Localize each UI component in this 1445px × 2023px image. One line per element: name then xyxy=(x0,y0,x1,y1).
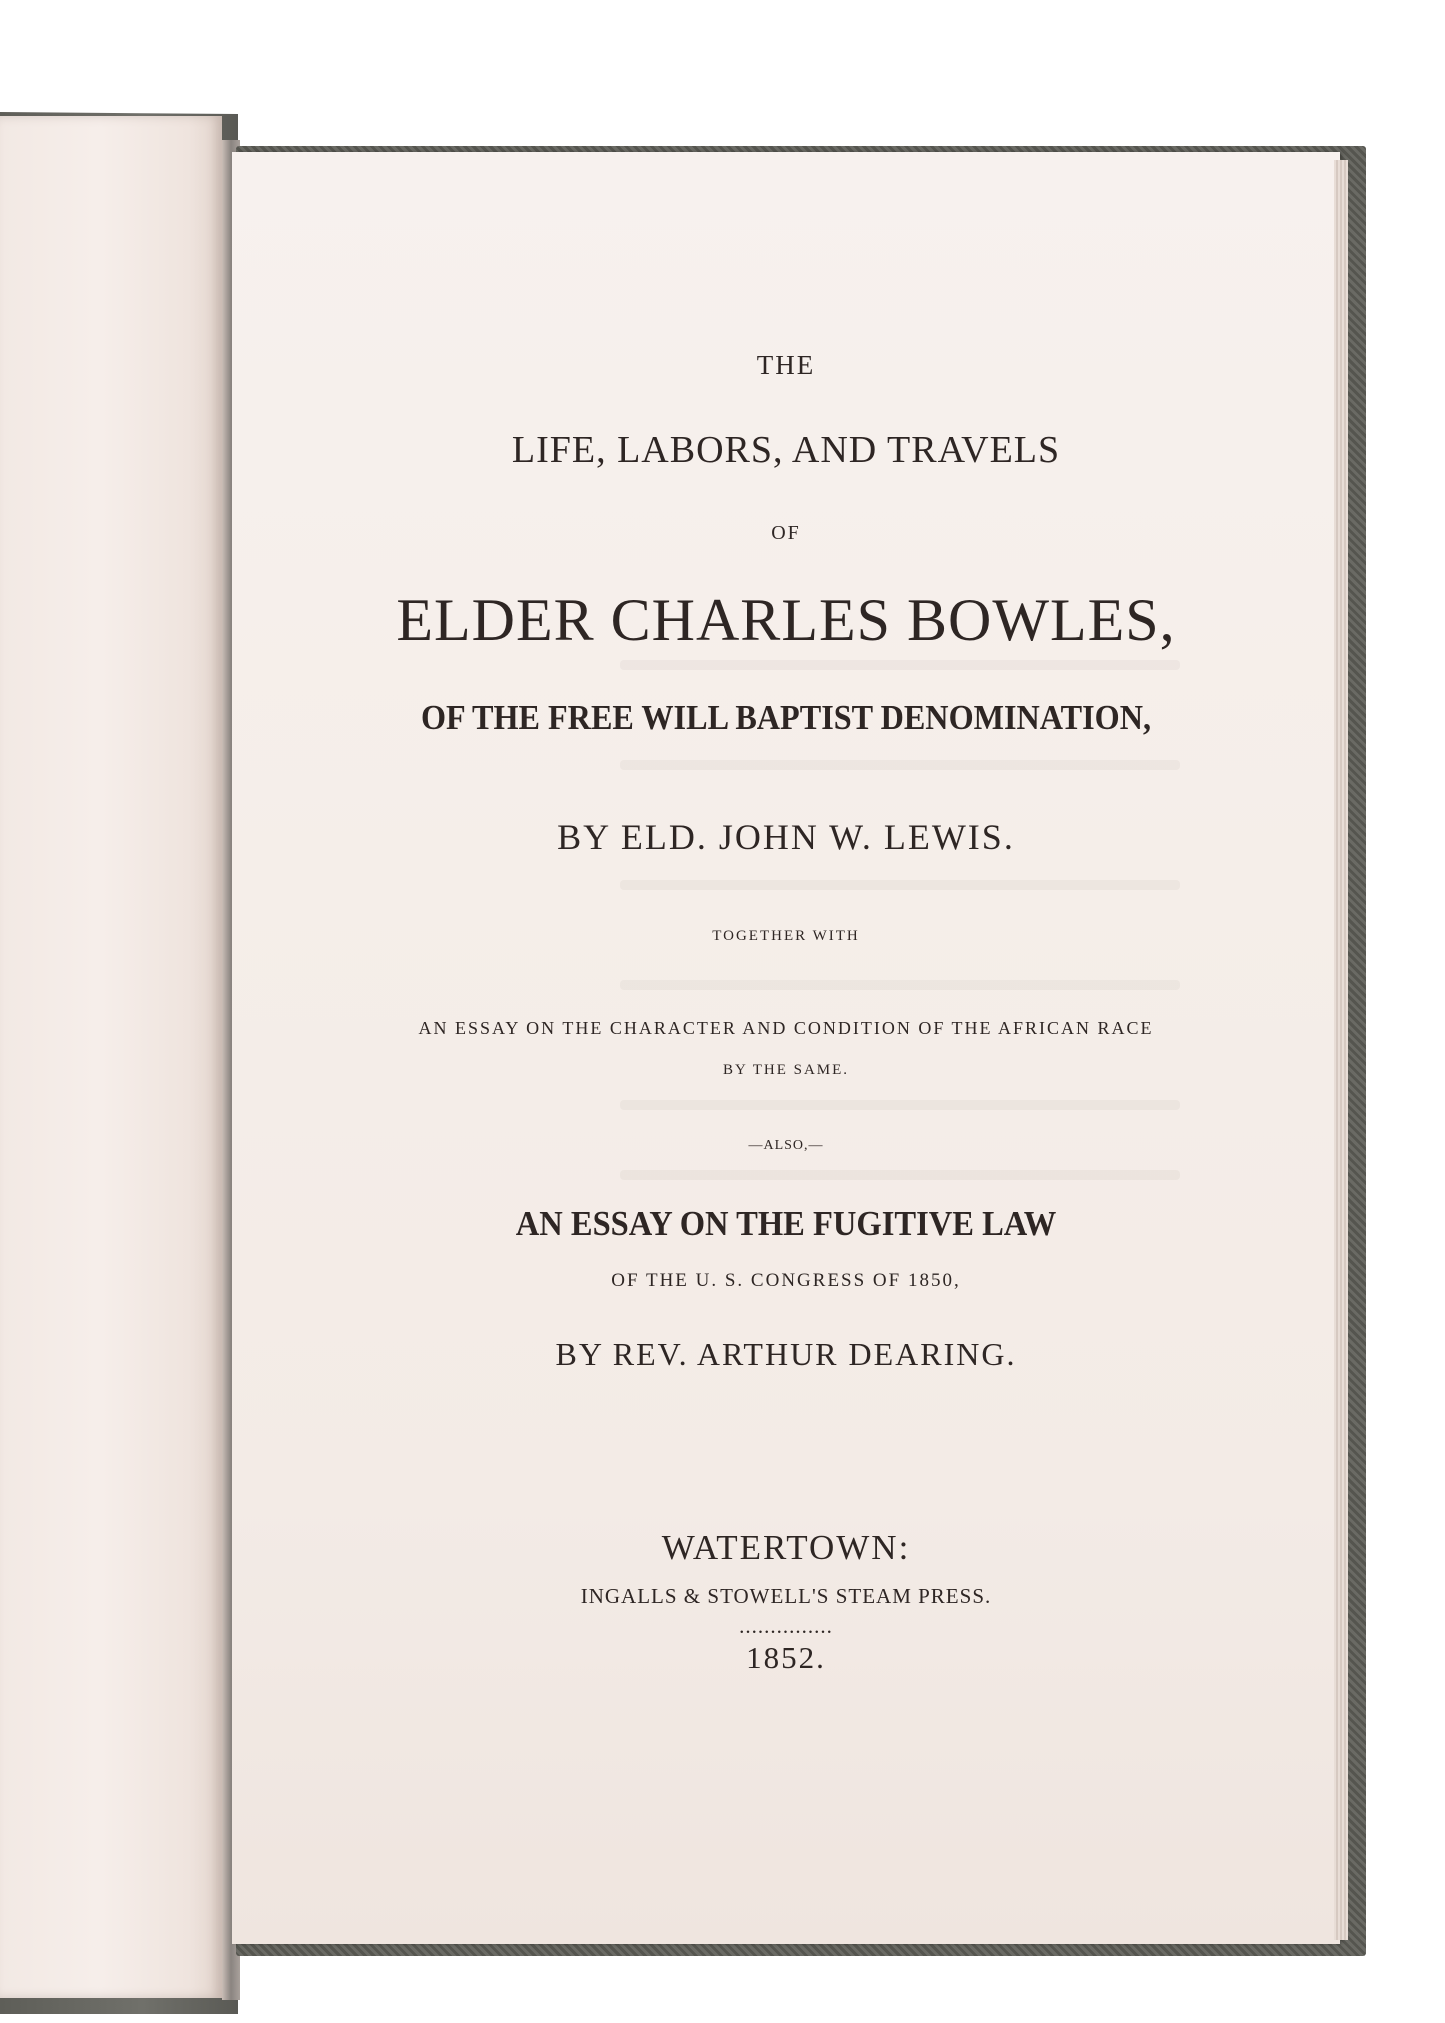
imprint-divider: ............... xyxy=(739,1614,833,1638)
imprint-year: 1852. xyxy=(746,1640,826,1675)
essay-fugitive-line: AN ESSAY ON THE FUGITIVE LAW xyxy=(515,1204,1057,1243)
show-through-line xyxy=(620,660,1180,670)
second-author-line: BY REV. ARTHUR DEARING. xyxy=(555,1336,1017,1372)
left-endpaper xyxy=(0,116,222,1998)
together-with-line: TOGETHER WITH xyxy=(712,928,860,944)
essay-character-line: AN ESSAY ON THE CHARACTER AND CONDITION OF THE AFRICAN RACE xyxy=(418,1018,1154,1038)
title-of: OF xyxy=(771,522,801,544)
imprint-press: INGALLS & STOWELL'S STEAM PRESS. xyxy=(580,1584,992,1608)
by-the-same-line: BY THE SAME. xyxy=(722,1062,850,1078)
title-the: THE xyxy=(756,350,816,380)
show-through-line xyxy=(620,1170,1180,1180)
show-through-line xyxy=(620,880,1180,890)
title-subject: ELDER CHARLES BOWLES, xyxy=(396,587,1176,653)
author-line: BY ELD. JOHN W. LEWIS. xyxy=(557,817,1015,857)
show-through-line xyxy=(620,1100,1180,1110)
show-through-line xyxy=(620,980,1180,990)
imprint-place: WATERTOWN: xyxy=(661,1528,911,1567)
title-life-line: LIFE, LABORS, AND TRAVELS xyxy=(511,429,1061,471)
title-denomination: OF THE FREE WILL BAPTIST DENOMINATION, xyxy=(420,698,1152,737)
show-through-line xyxy=(620,760,1180,770)
also-line: —ALSO,— xyxy=(748,1138,824,1153)
congress-line: OF THE U. S. CONGRESS OF 1850, xyxy=(611,1270,961,1291)
